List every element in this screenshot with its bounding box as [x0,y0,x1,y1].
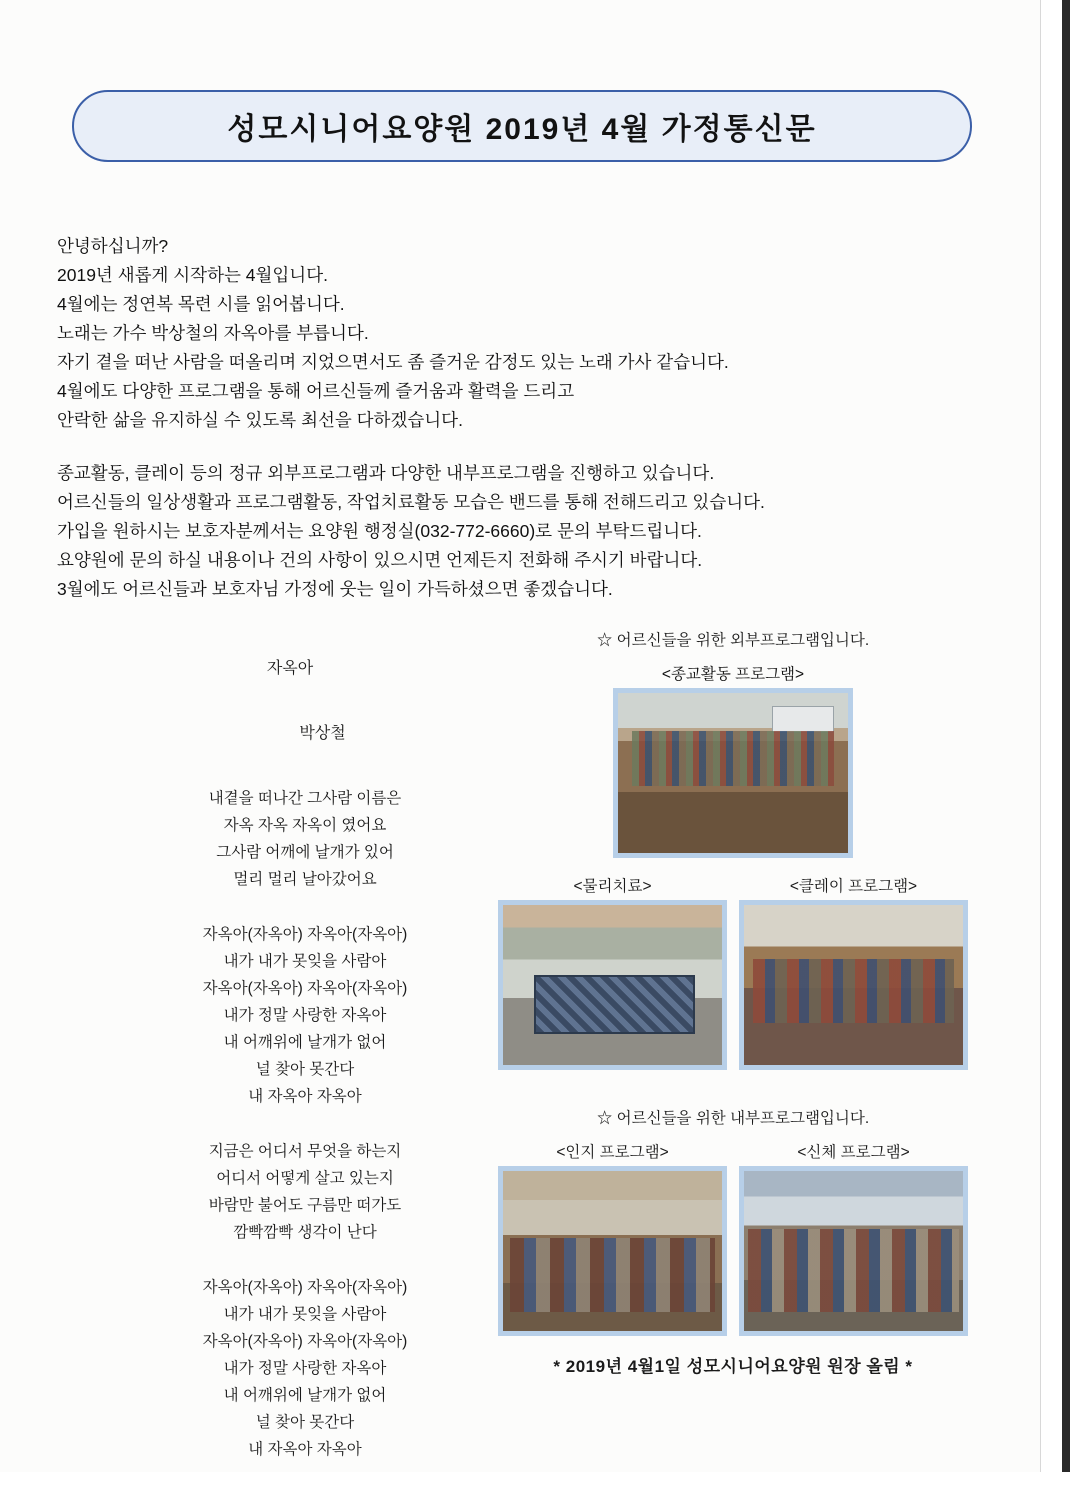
lyric-line: 널 찾아 못간다 [255,1414,355,1431]
song-lyrics-section [120,655,490,1491]
intro-line: 가입을 원하시는 보호자분께서는 요양원 행정실(032-772-6660)로 문의 부탁드립니다. [57,521,702,541]
lyric-line: 자옥아(자옥아) 자옥아(자옥아) [202,926,408,943]
external-programs-heading: ☆ 어르신들을 위한 외부프로그램입니다. [596,632,870,649]
lyric-line: 널 찾아 못간다 [255,1061,355,1078]
lyric-line: 내 어깨위에 날개가 없어 [223,1034,387,1051]
physical-photo-caption: <신체 프로그램> [797,1144,910,1161]
song-artist: 박상철 [299,725,346,742]
lyric-line: 내가 정말 사랑한 자옥아 [223,1007,387,1024]
lyric-line: 내가 내가 못잊을 사람아 [223,953,387,970]
intro-line: 종교활동, 클레이 등의 정규 외부프로그램과 다양한 내부프로그램을 진행하고 있습니다. [57,463,715,483]
lyric-line: 멀리 멀리 날아갔어요 [233,871,377,888]
lyric-line: 자옥아(자옥아) 자옥아(자옥아) [202,1279,408,1296]
intro-line: 4월에도 다양한 프로그램을 통해 어르신들께 즐거움과 활력을 드리고 [57,381,575,401]
lyric-line: 내 자옥아 자옥아 [248,1088,362,1105]
intro-line: 4월에는 정연복 목련 시를 읽어봅니다. [57,294,345,314]
lyric-line: 내 자옥아 자옥아 [248,1441,362,1458]
intro-line: 안녕하십니까? [57,236,169,256]
intro-paragraph-1 [57,232,957,435]
intro-line: 3월에도 어르신들과 보호자님 가정에 웃는 일이 가득하셨으면 좋겠습니다. [57,579,613,599]
lyric-line: 깜빡깜빡 생각이 난다 [233,1224,377,1241]
intro-line: 요양원에 문의 하실 내용이나 건의 사항이 있으시면 언제든지 전화해 주시기 바랍니다. [57,550,703,570]
third-row-captions [498,1140,968,1162]
photo-content [503,1171,722,1331]
clay-program-photo [739,900,968,1070]
song-stanza [120,1138,490,1246]
lyric-line: 내가 내가 못잊을 사람아 [223,1306,387,1323]
internal-programs-heading: ☆ 어르신들을 위한 내부프로그램입니다. [596,1110,870,1127]
intro-paragraph-2 [57,459,957,604]
lyric-line: 그사람 어깨에 날개가 있어 [216,844,394,861]
intro-line: 어르신들의 일상생활과 프로그램활동, 작업치료활동 모습은 밴드를 통해 전해드리고 있습니다. [57,492,765,512]
photo-content [503,905,722,1065]
photo-content [744,905,963,1065]
lyric-line: 자옥아(자옥아) 자옥아(자옥아) [202,980,408,997]
song-stanza [120,921,490,1110]
intro-text [57,232,957,628]
lyric-line: 바람만 불어도 구름만 떠가도 [208,1197,402,1214]
song-stanza [120,1274,490,1463]
song-stanza [120,785,490,893]
second-row-photos [498,900,968,1070]
song-title: 자옥아 [266,660,314,677]
lyric-line: 내가 정말 사랑한 자옥아 [223,1360,387,1377]
cognitive-photo-caption: <인지 프로그램> [556,1144,669,1161]
second-row-captions [498,874,968,896]
clay-photo-caption: <클레이 프로그램> [789,878,918,895]
religion-photo-caption: <종교활동 프로그램> [661,666,805,683]
intro-line: 노래는 가수 박상철의 자옥아를 부릅니다. [57,323,369,343]
lyric-line: 자옥아(자옥아) 자옥아(자옥아) [202,1333,408,1350]
intro-line: 자기 곁을 떠난 사람을 떠올리며 지었으면서도 좀 즐거운 감정도 있는 노래 가사 같습니다. [57,352,729,372]
programs-section [498,628,968,1336]
lyric-line: 내곁을 떠나간 그사람 이름은 [208,790,402,807]
photo-content [744,1171,963,1331]
physio-photo-caption: <물리치료> [573,878,652,895]
cognitive-program-photo [498,1166,727,1336]
lyric-line: 어디서 어떻게 살고 있는지 [216,1170,394,1187]
page-title: 성모시니어요양원 2019년 4월 가정통신문 [227,113,817,146]
lyric-line: 자옥 자옥 자옥이 였어요 [223,817,387,834]
lyric-line: 지금은 어디서 무엇을 하는지 [208,1143,402,1160]
physio-program-photo [498,900,727,1070]
lyric-line: 내 어깨위에 날개가 없어 [223,1387,387,1404]
intro-line: 2019년 새롭게 시작하는 4월입니다. [57,265,328,285]
document-footer: * 2019년 4월1일 성모시니어요양원 원장 올림 * [553,1357,913,1376]
document-title-banner [72,90,972,162]
third-row-photos [498,1166,968,1336]
intro-line: 안락한 삶을 유지하실 수 있도록 최선을 다하겠습니다. [57,410,463,430]
scan-edge-dark-strip [1062,0,1070,1472]
photo-content [618,693,848,853]
physical-program-photo [739,1166,968,1336]
religion-program-photo [613,688,853,858]
